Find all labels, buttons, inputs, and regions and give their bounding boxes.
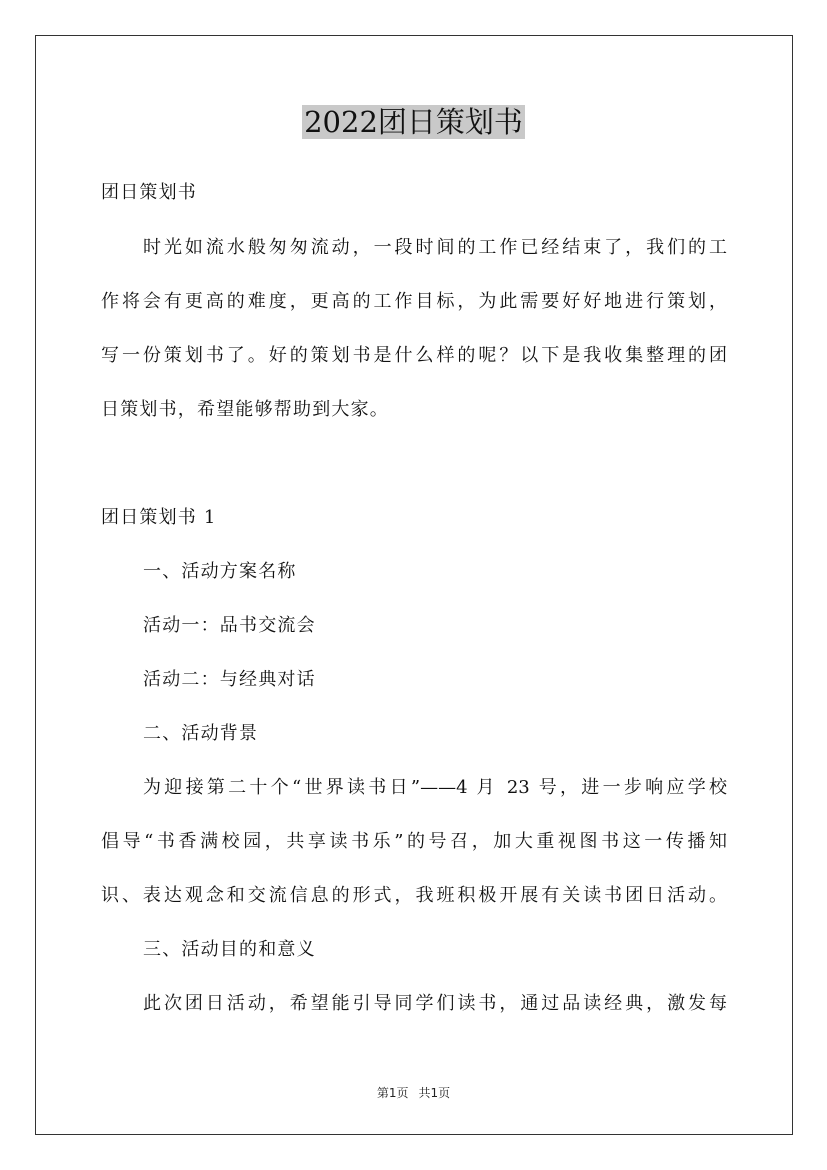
document-title xyxy=(0,102,827,142)
section-3-title: 三、活动目的和意义 xyxy=(143,939,316,960)
intro-line-1: 时光如流水般匆匆流动，一段时间的工作已经结束了，我们的工 xyxy=(143,237,727,258)
background-line-1: 为迎接第二十个“世界读书日”——4 月 23 号，进一步响应学校 xyxy=(143,777,727,798)
intro-line-3: 写一份策划书了。好的策划书是什么样的呢？以下是我收集整理的团 xyxy=(101,345,727,366)
activity-2: 活动二：与经典对话 xyxy=(143,669,316,690)
document-title-text: 2022团日策划书 xyxy=(304,105,523,139)
section-1-title: 一、活动方案名称 xyxy=(143,561,297,582)
section-2-title: 二、活动背景 xyxy=(143,723,259,744)
intro-line-2: 作将会有更高的难度，更高的工作目标，为此需要好好地进行策划， xyxy=(101,291,727,312)
heading-2: 团日策划书 1 xyxy=(101,507,217,528)
page-total: 共1页 xyxy=(418,1086,451,1100)
intro-line-4: 日策划书，希望能够帮助到大家。 xyxy=(101,399,389,420)
background-line-2: 倡导“书香满校园，共享读书乐”的号召，加大重视图书这一传播知 xyxy=(101,831,727,852)
activity-1: 活动一：品书交流会 xyxy=(143,615,316,636)
page-footer xyxy=(0,1084,827,1101)
heading-1: 团日策划书 xyxy=(101,182,197,203)
purpose-line-1: 此次团日活动，希望能引导同学们读书，通过品读经典，激发每 xyxy=(143,993,727,1014)
page-current: 第1页 xyxy=(376,1086,409,1100)
background-line-3: 识、表达观念和交流信息的形式，我班积极开展有关读书团日活动。 xyxy=(101,885,727,906)
